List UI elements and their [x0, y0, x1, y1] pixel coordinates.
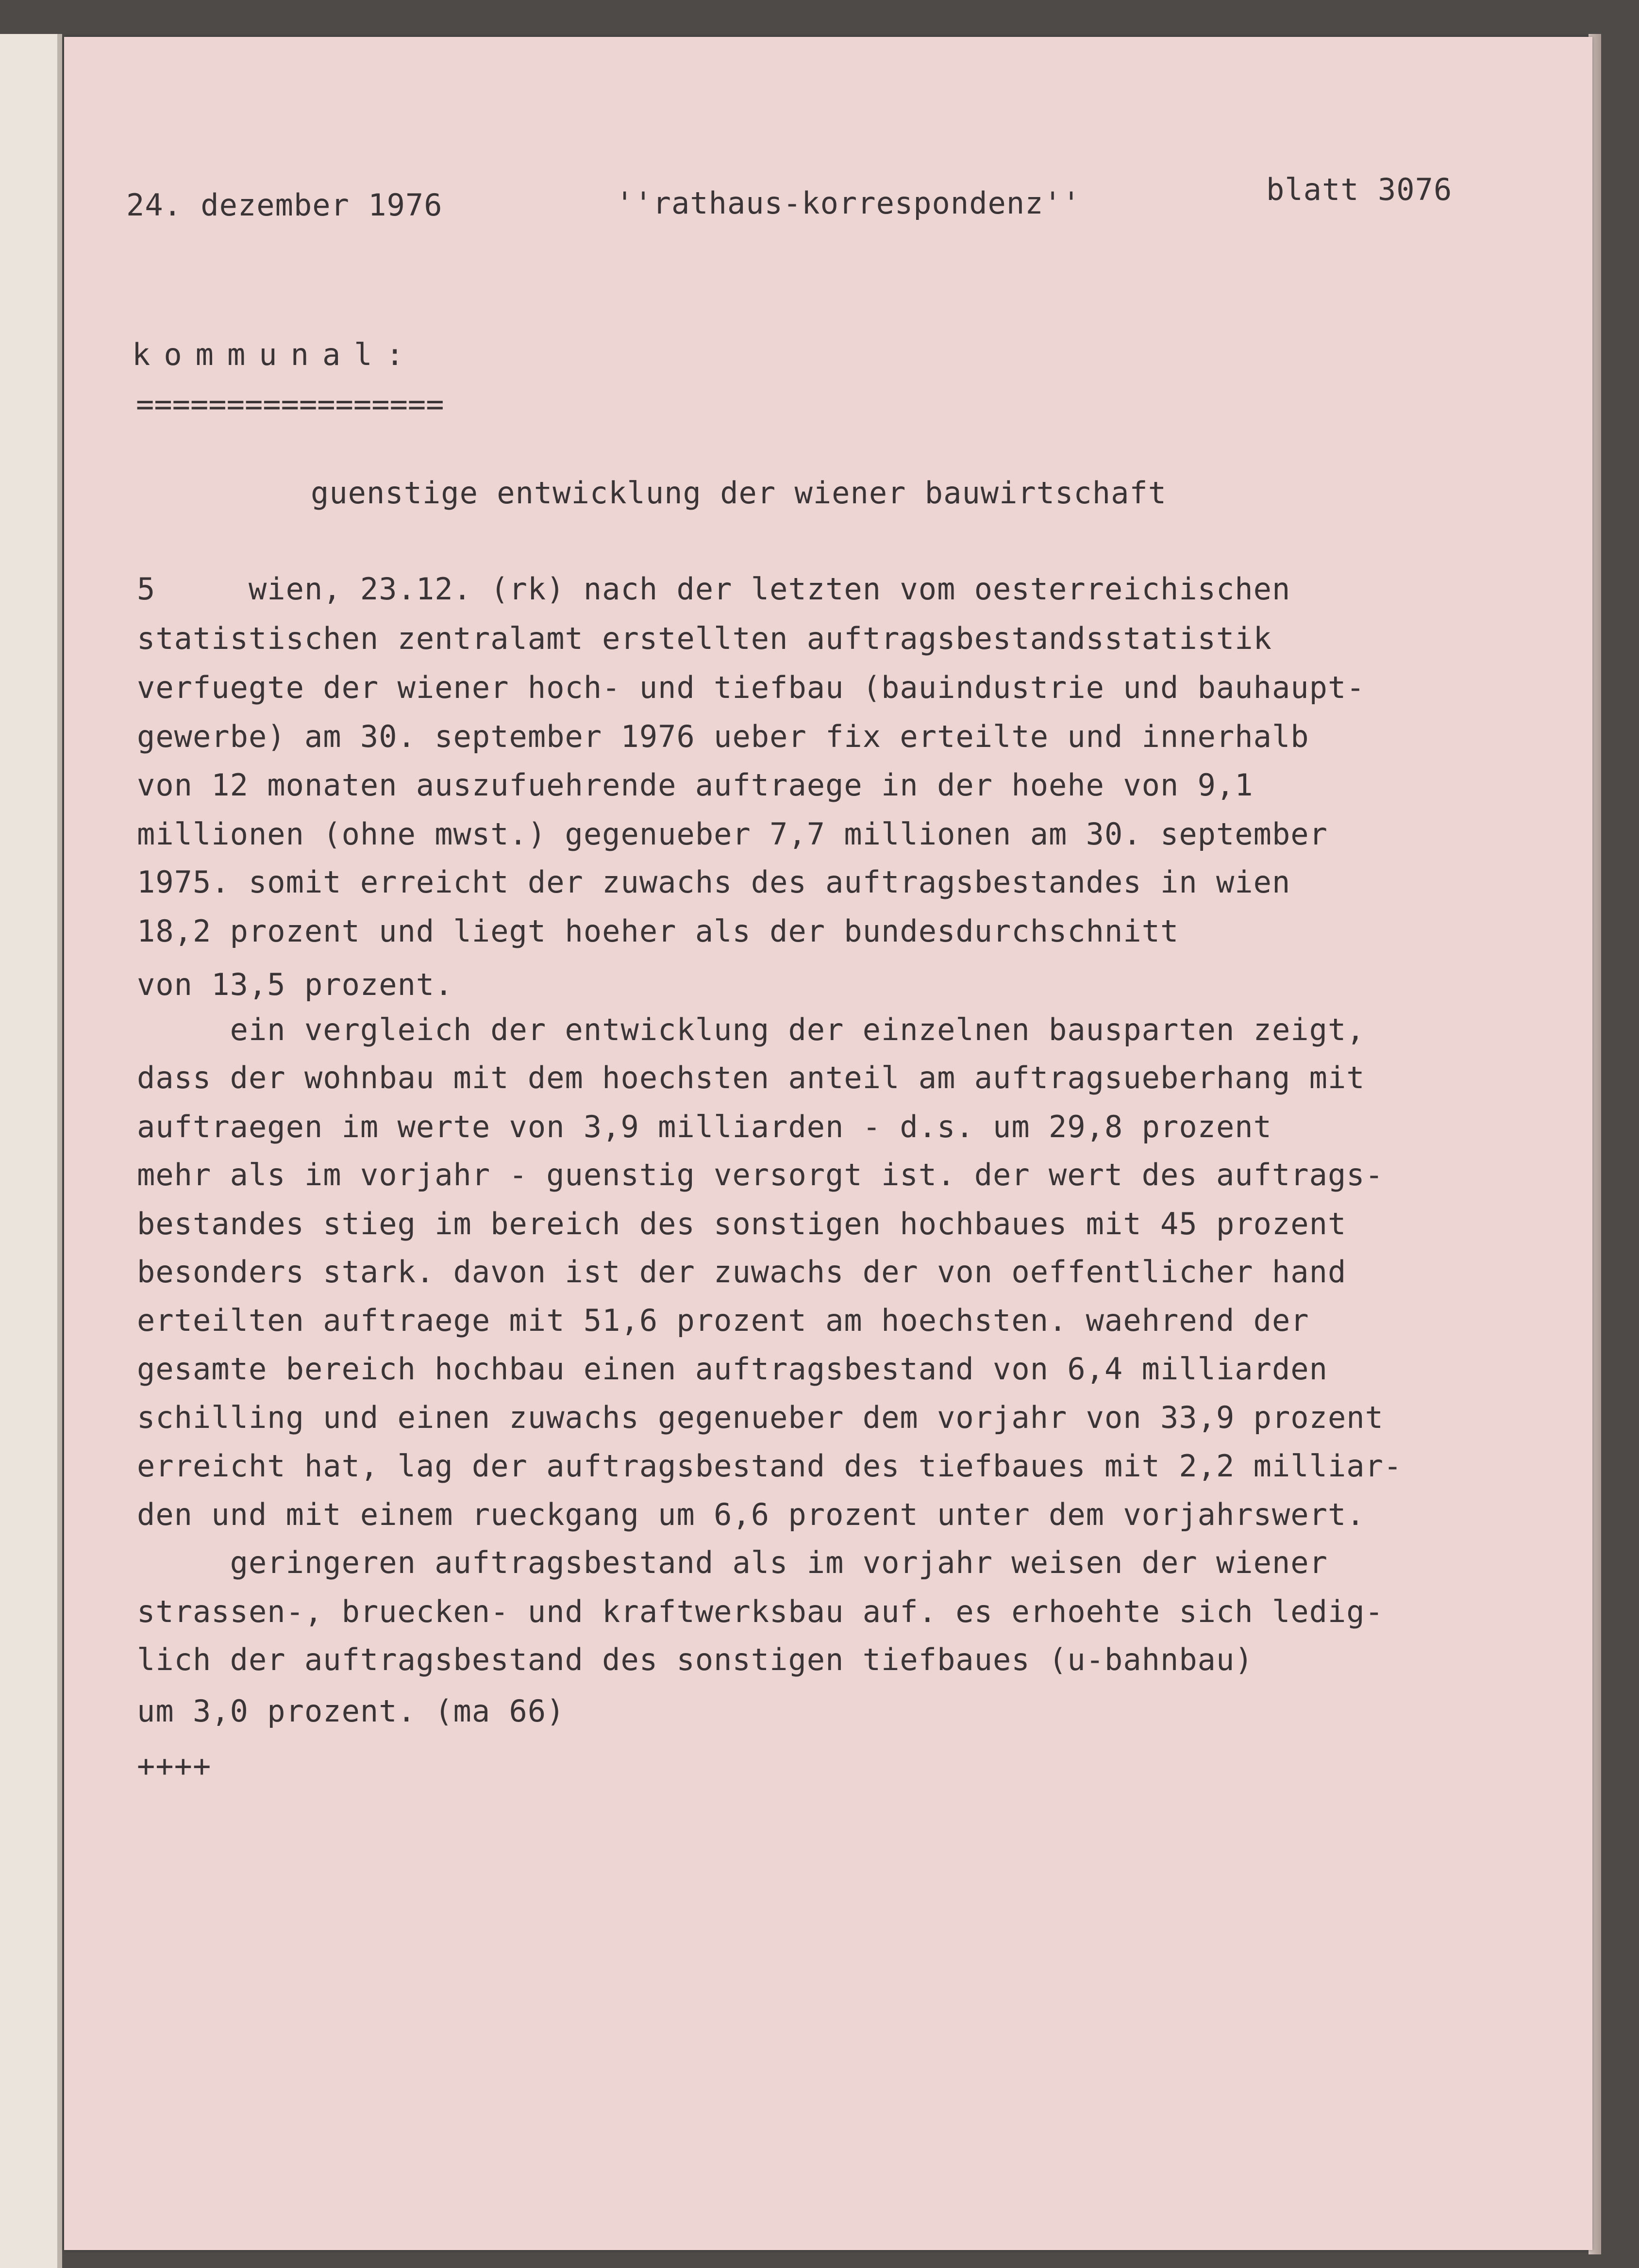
article-line: strassen-, bruecken- und kraftwerksbau auf. es erhoehte sich ledig- — [137, 1594, 1384, 1629]
adjacent-page-edge — [0, 34, 62, 2268]
article-line: 1975. somit erreicht der zuwachs des auftragsbestandes in wien — [137, 864, 1291, 900]
article-line: erreicht hat, lag der auftragsbestand des tiefbaues mit 2,2 milliar- — [137, 1448, 1403, 1484]
article-line: millionen (ohne mwst.) gegenueber 7,7 millionen am 30. september — [137, 816, 1328, 852]
section-label: kommunal: — [132, 337, 418, 372]
article-line: den und mit einem rueckgang um 6,6 prozent unter dem vorjahrswert. — [137, 1497, 1365, 1532]
article-line: gewerbe) am 30. september 1976 ueber fix erteilte und innerhalb — [137, 719, 1309, 754]
header-publication: ''rathaus-korrespondenz'' — [616, 185, 1081, 221]
article-line: dass der wohnbau mit dem hoechsten anteil am auftragsueberhang mit — [137, 1060, 1365, 1095]
article-line: von 13,5 prozent. — [137, 967, 453, 1002]
article-line: statistischen zentralamt erstellten auftragsbestandsstatistik — [137, 621, 1272, 656]
article-line: gesamte bereich hochbau einen auftragsbestand von 6,4 milliarden — [137, 1351, 1328, 1387]
article-line: 5 wien, 23.12. (rk) nach der letzten vom oesterreichischen — [137, 571, 1291, 607]
article-line: bestandes stieg im bereich des sonstigen hochbaues mit 45 prozent — [137, 1206, 1347, 1242]
article-line: besonders stark. davon ist der zuwachs der von oeffentlicher hand — [137, 1254, 1347, 1290]
binding-gutter — [57, 34, 62, 2268]
article-line: von 12 monaten auszufuehrende auftraege in der hoehe von 9,1 — [137, 767, 1254, 803]
article-line: auftraegen im werte von 3,9 milliarden - d.s. um 29,8 prozent — [137, 1109, 1272, 1144]
article-line: mehr als im vorjahr - guenstig versorgt ist. der wert des auftrags- — [137, 1157, 1384, 1192]
article-line: ein vergleich der entwicklung der einzelnen bausparten zeigt, — [137, 1012, 1365, 1047]
section-underline: ================= — [136, 386, 444, 422]
article-line: 18,2 prozent und liegt hoeher als der bundesdurchschnitt — [137, 913, 1179, 949]
article-line: geringeren auftragsbestand als im vorjahr weisen der wiener — [137, 1545, 1328, 1580]
article-line: verfuegte der wiener hoch- und tiefbau (bauindustrie und bauhaupt- — [137, 670, 1365, 705]
article-line: erteilten auftraege mit 51,6 prozent am hoechsten. waehrend der — [137, 1303, 1309, 1338]
article-headline: guenstige entwicklung der wiener bauwirtschaft — [311, 475, 1167, 511]
header-date: 24. dezember 1976 — [126, 187, 443, 223]
end-mark: ++++ — [137, 1748, 212, 1784]
article-line: schilling und einen zuwachs gegenueber dem vorjahr von 33,9 prozent — [137, 1400, 1384, 1435]
article-line: um 3,0 prozent. (ma 66) — [137, 1693, 565, 1729]
article-line: lich der auftragsbestand des sonstigen tiefbaues (u-bahnbau) — [137, 1642, 1254, 1677]
header-page-number: blatt 3076 — [1266, 172, 1453, 207]
